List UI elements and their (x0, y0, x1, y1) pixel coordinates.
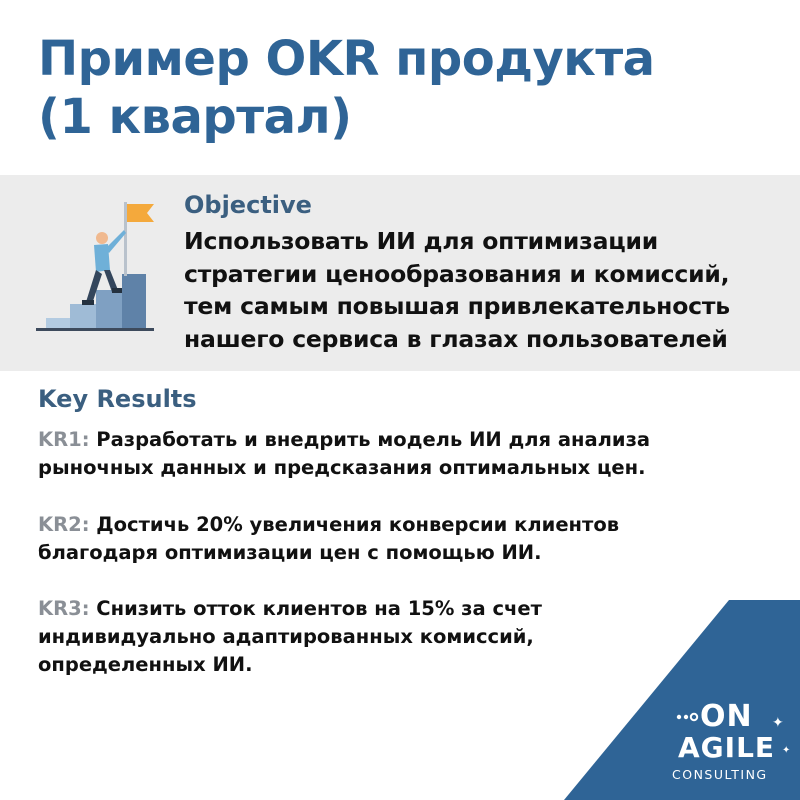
objective-label: Objective (184, 191, 312, 219)
key-results-heading: Key Results (38, 385, 197, 413)
sparkle-icon: ✦ (782, 745, 791, 756)
kr3-tag: KR3: (38, 597, 90, 620)
kr2-tag: KR2: (38, 513, 90, 536)
kr1-tag: KR1: (38, 428, 90, 451)
brand-logo-consulting: CONSULTING (672, 767, 768, 782)
logo-dots-icon (676, 712, 700, 722)
objective-text: Использовать ИИ для оптимизации стратегии ценообразования и комиссий, тем самым повышая привлекательность нашего сервиса в глазах пользователей (184, 227, 730, 353)
key-result-1 (38, 426, 678, 482)
title-line-1: Пример OKR продукта (38, 31, 655, 87)
key-result-2 (38, 511, 678, 567)
climbing-stairs-flag-icon (36, 196, 158, 336)
kr1-text: Разработать и внедрить модель ИИ для анализа рыночных данных и предсказания оптимальных цен. (38, 428, 651, 479)
kr3-text: Снизить отток клиентов на 15% за счет индивидуально адаптированных комиссий, определенных ИИ. (38, 597, 542, 676)
brand-logo-agile: AGILE (678, 731, 776, 764)
kr2-text: Достичь 20% увеличения конверсии клиентов благодаря оптимизации цен с помощью ИИ. (38, 513, 620, 564)
title-line-2: (1 квартал) (38, 89, 352, 145)
brand-logo-on: ON (700, 699, 753, 734)
sparkle-icon: ✦ (772, 715, 784, 731)
page-title (38, 30, 778, 146)
